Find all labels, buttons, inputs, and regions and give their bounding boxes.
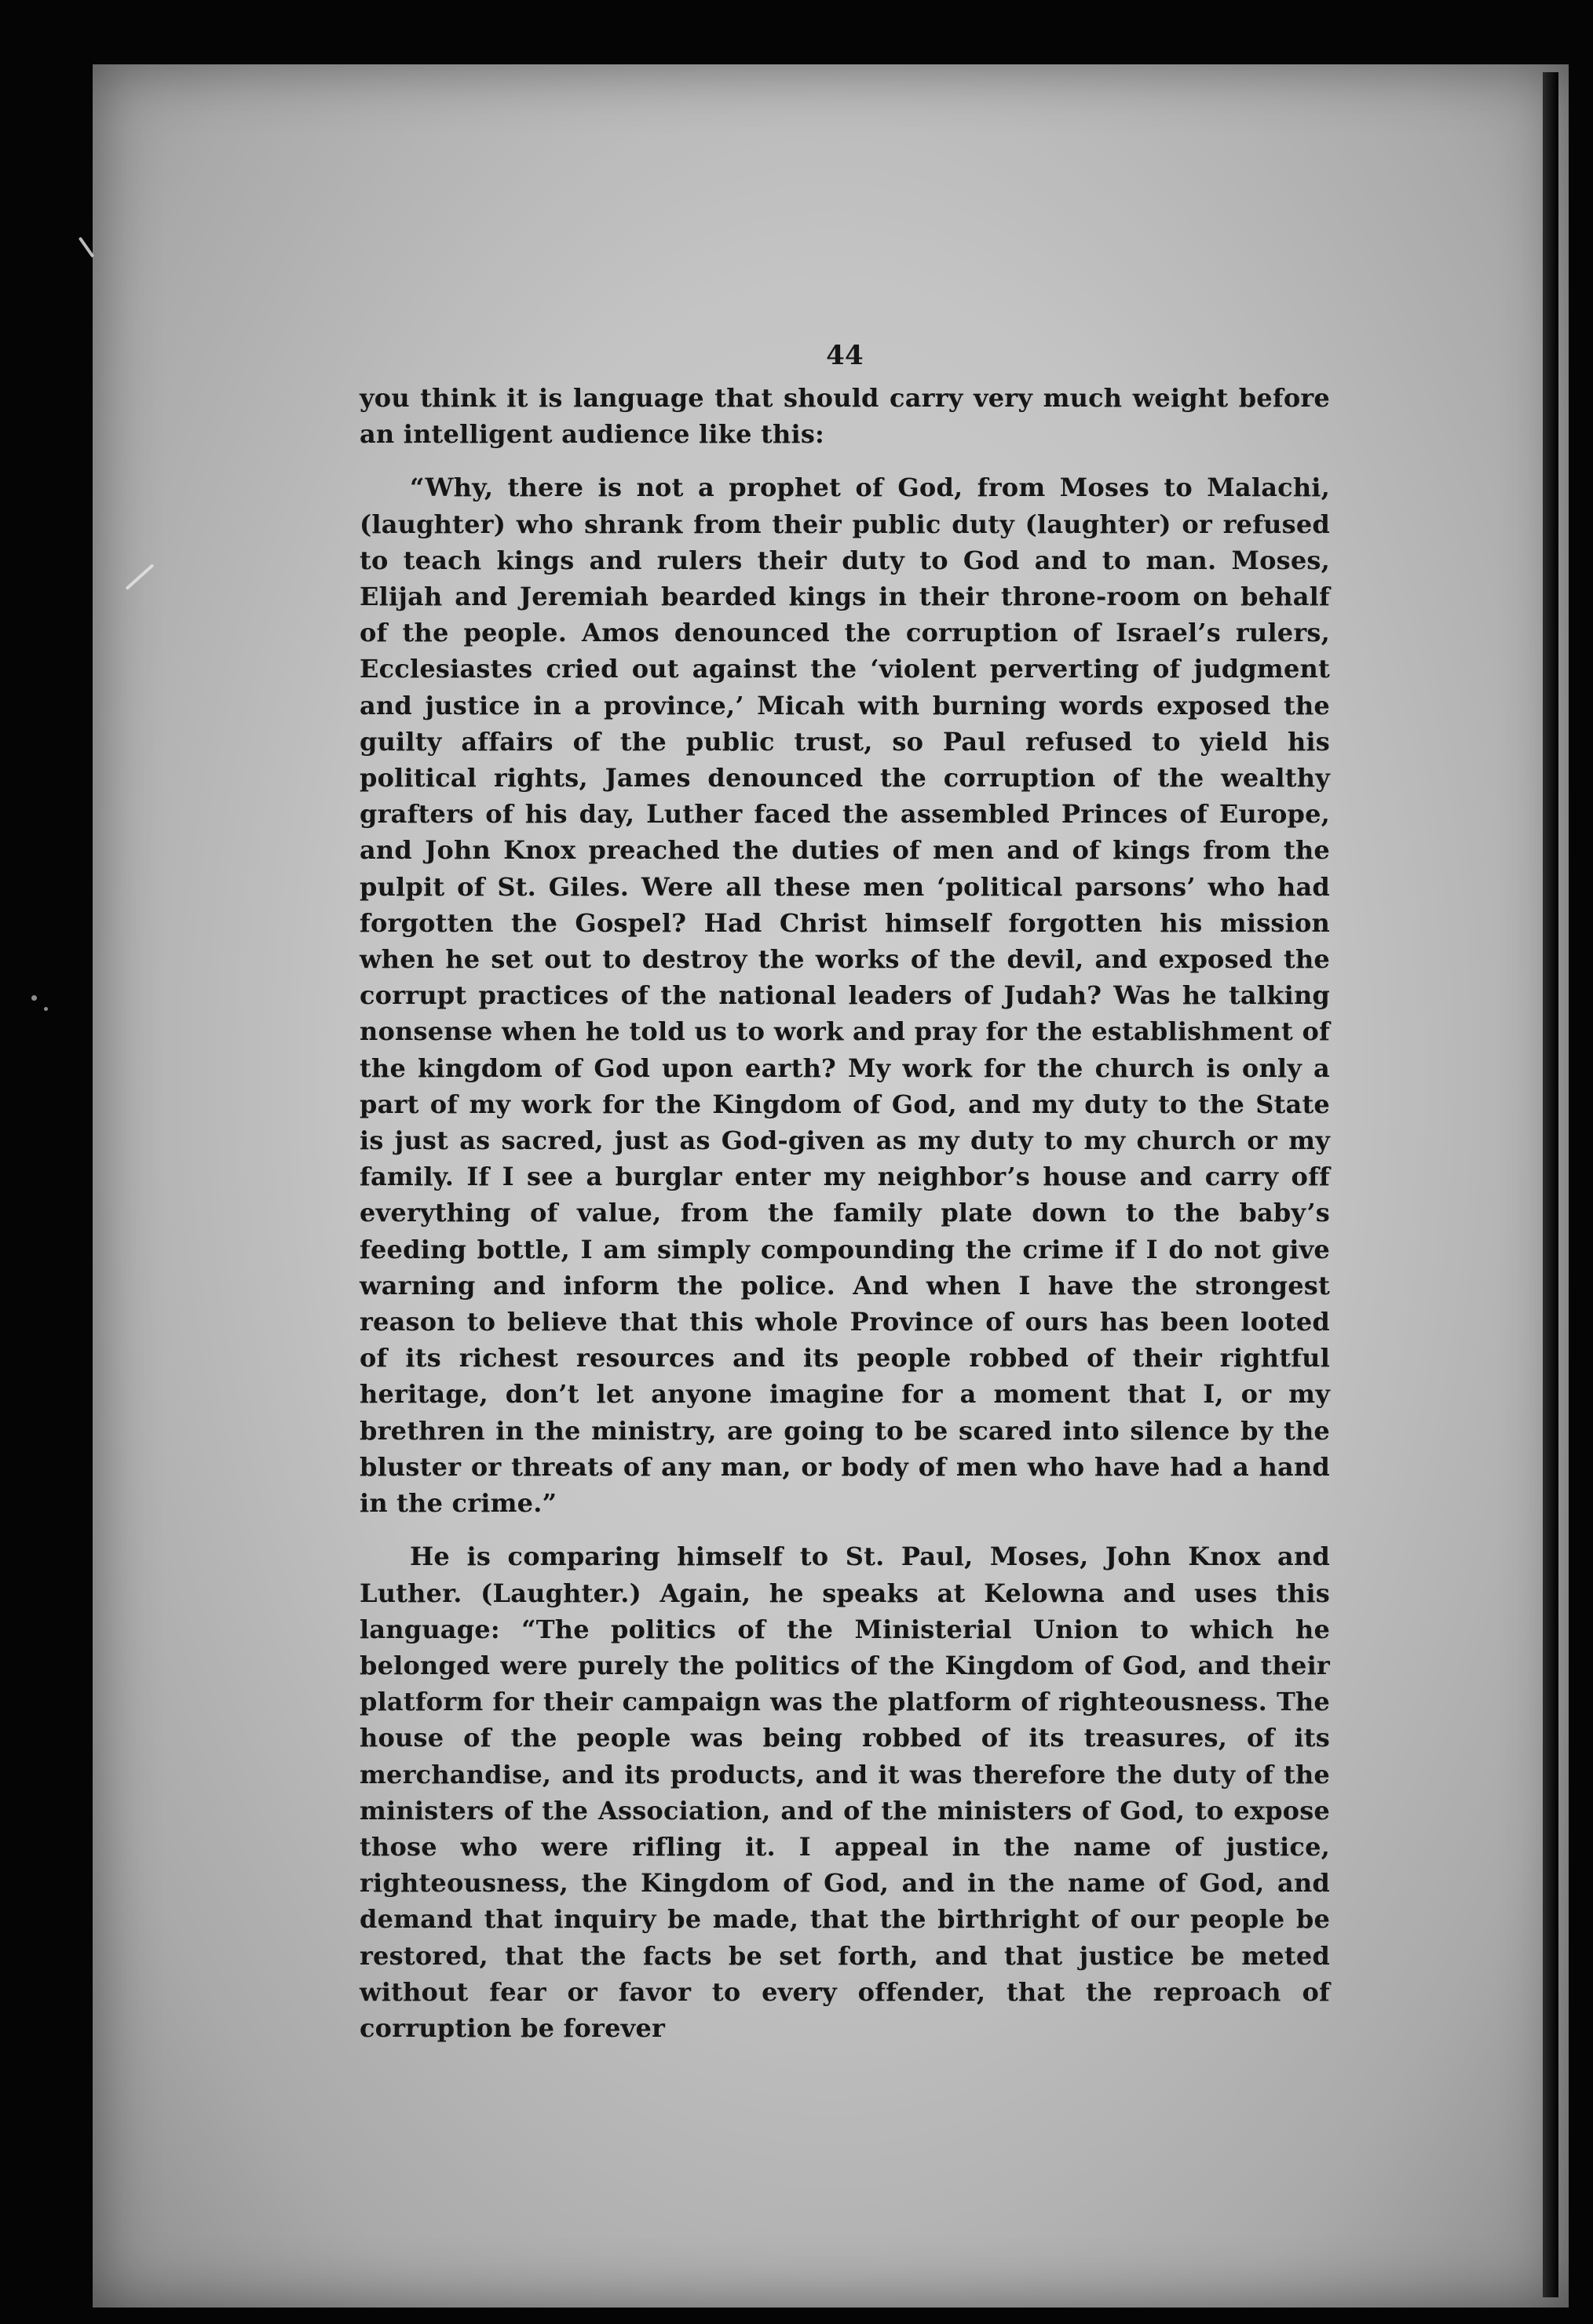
page-edge-shadow <box>1543 72 1558 2297</box>
paragraph-quotation: “Why, there is not a prophet of God, from Moses to Malachi, (laughter) who shrank from their public duty (laughter) or refused to teach kings and rulers their duty to God and to man. Moses, Elijah and Jeremiah bearded kings in their throne-room on behalf of the people. Amos denounced the corruption of Israel’s rulers, Ecclesiastes cried out against the ‘violent perverting of judgment and justice in a province,’ Micah with burning words exposed the guilty affairs of the public trust, so Paul refused to yield his political rights, James denounced the corruption of the wealthy grafters of his day, Luther faced the assembled Princes of Europe, and John Knox preached the duties of men and of kings from the pulpit of St. Giles. Were all these men ‘political parsons’ who had forgotten the Gospel? Had Christ himself forgotten his mission when he set out to destroy the works of the devil, and exposed the corrupt practices of the national leaders of Judah? Was he talking nonsense when he told us to work and pray for the establishment of the kingdom of God upon earth? My work for the church is only a part of my work for the Kingdom of God, and my duty to the State is just as sacred, just as God-given as my duty to my church or my family. If I see a burglar enter my neighbor’s house and carry off everything of value, from the family plate down to the baby’s feeding bottle, I am simply compounding the crime if I do not give warning and inform the police. And when I have the strongest reason to believe that this whole Province of ours has been looted of its richest resources and its people robbed of their rightful heritage, don’t let anyone imagine for a moment that I, or my brethren in the ministry, are going to be scared into silence by the bluster or threats of any man, or body of men who have had a hand in the crime.” <box>360 472 1330 1519</box>
paragraph-commentary: He is comparing himself to St. Paul, Moses, John Knox and Luther. (Laughter.) Again, he speaks at Kelowna and uses this language: “The politics of the Ministerial Union to which he belonged were purely the politics of the Kingdom of God, and their platform for their campaign was the platform of righteousness. The house of the people was being robbed of its treasures, of its merchandise, and its products, and it was therefore the duty of the ministers of the Association, and of the ministers of God, to expose those who were rifling it. I appeal in the name of justice, righteousness, the Kingdom of God, and in the name of God, and demand that inquiry be made, that the birthright of our people be restored, that the facts be set forth, and that justice be meted without fear or favor to every offender, that the reproach of corruption be forever <box>360 1541 1330 2043</box>
page-number: 44 <box>826 340 864 371</box>
paragraph-opening: you think it is language that should carry very much weight before an intelligent audience like this: <box>360 383 1330 450</box>
document-body <box>360 337 1330 2046</box>
scan-speck <box>31 995 37 1001</box>
scan-speck <box>44 1007 48 1011</box>
